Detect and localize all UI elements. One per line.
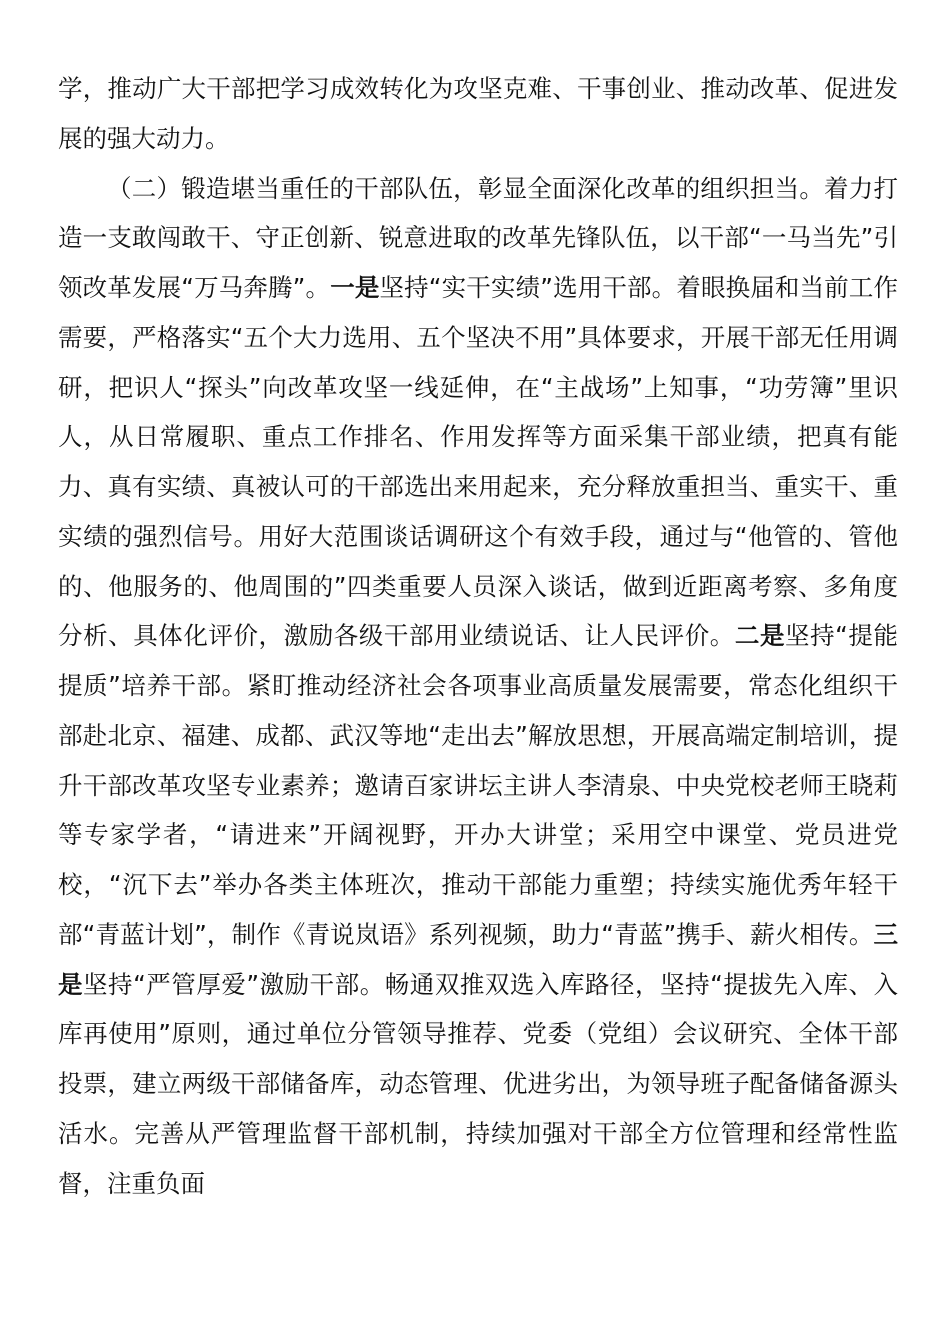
section-intro: 着力打造一支敢闯敢干、守正创新、锐意进取的改革先锋队伍，以干部“一马当先”引领改革发展“万马奔腾”。 (58, 173, 898, 302)
point-two-text: 坚持“提能提质”培养干部。紧盯推动经济社会各项事业高质量发展需要，常态化组织干部赴北京、福建、成都、武汉等地“走出去”解放思想，开展高端定制培训，提升干部改革攻坚专业素养；邀请百家讲坛主讲人李清泉、中央党校老师王晓莉等专家学者，“请进来”开阔视野，开办大讲堂；采用空中课堂、党员进党校，“沉下去”举办各类主体班次，推动干部能力重塑；持续实施优秀年轻干部“青蓝计划”，制作《青说岚语》系列视频，助力“青蓝”携手、薪火相传。 (58, 621, 899, 949)
point-three-label: 三是 (58, 919, 898, 999)
section-heading: （二）锻造堪当重任的干部队伍，彰显全面深化改革的组织担当。 (107, 173, 825, 203)
document-body (58, 64, 898, 1208)
point-three-text: 坚持“严管厚爱”激励干部。畅通双推双选入库路径，坚持“提拔先入库、入库再使用”原则，通过单位分管领导推荐、党委（党组）会议研究、全体干部投票，建立两级干部储备库，动态管理、优进劣出，为领导班子配备储备源头活水。完善从严管理监督干部机制，持续加强对干部全方位管理和经常性监督，注重负面 (58, 969, 899, 1198)
paragraph-section-two (58, 164, 898, 1209)
point-two-label: 二是 (734, 621, 786, 651)
paragraph-continuation (58, 64, 898, 164)
paragraph-text: 学，推动广大干部把学习成效转化为攻坚克难、干事创业、推动改革、促进发展的强大动力。 (58, 74, 898, 153)
point-one-text: 坚持“实干实绩”选用干部。着眼换届和当前工作需要，严格落实“五个大力选用、五个坚决不用”具体要求，开展干部无任用调研，把识人“探头”向改革攻坚一线延伸，在“主战场”上知事，“功劳簿”里识人，从日常履职、重点工作排名、作用发挥等方面采集干部业绩，把真有能力、真有实绩、真被认可的干部选出来用起来，充分释放重担当、重实干、重实绩的强烈信号。用好大范围谈话调研这个有效手段，通过与“他管的、管他的、他服务的、他周围的”四类重要人员深入谈话，做到近距离考察、多角度分析、具体化评价，激励各级干部用业绩说话、让人民评价。 (58, 273, 899, 651)
point-one-label: 一是 (330, 273, 380, 302)
